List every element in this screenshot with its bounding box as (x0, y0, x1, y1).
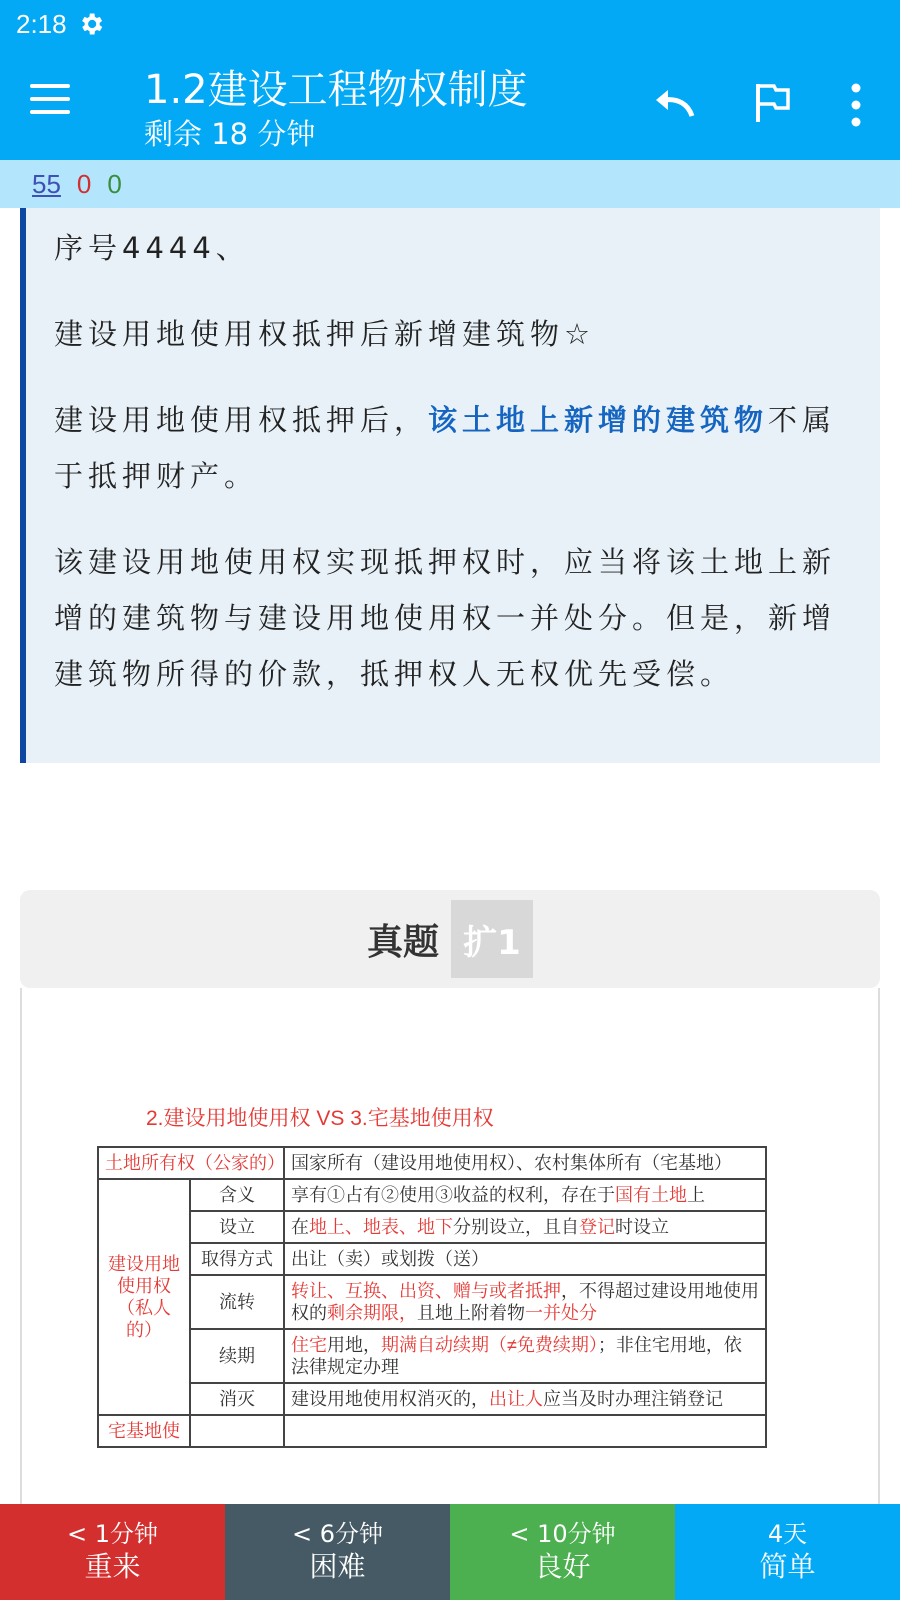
good-interval: < 10分钟 (509, 1520, 616, 1548)
table-cell: 取得方式 (190, 1243, 284, 1275)
app-bar (0, 48, 900, 160)
good-button[interactable] (450, 1504, 675, 1600)
table-cell: 宅基地使 (98, 1415, 190, 1447)
table-row (98, 1179, 766, 1211)
status-bar (0, 0, 900, 48)
table-row (98, 1329, 766, 1383)
good-label: 良好 (534, 1550, 591, 1583)
again-interval: < 1分钟 (66, 1520, 158, 1548)
table-cell: 消灭 (190, 1383, 284, 1415)
comparison-table (97, 1146, 767, 1448)
again-button[interactable] (0, 1504, 225, 1600)
table-cell: 土地所有权（公家的） (98, 1147, 284, 1179)
table-cell: 出让（卖）或划拨（送） (284, 1243, 766, 1275)
hard-label: 困难 (309, 1550, 366, 1583)
table-cell: 含义 (190, 1179, 284, 1211)
note-serial: 序号4444、 (54, 231, 250, 265)
table-cell: 转让、互换、出资、赠与或者抵押，不得超过建设用地使用权的剩余期限，且地上附着物一并处分 (284, 1275, 766, 1329)
extension-badge[interactable]: 扩1 (451, 900, 533, 978)
easy-button[interactable] (675, 1504, 900, 1600)
menu-icon[interactable] (30, 84, 80, 124)
table-cell: 在地上、地表、地下分别设立，且自登记时设立 (284, 1211, 766, 1243)
easy-label: 简单 (759, 1550, 816, 1583)
note-text: 不属于抵押财产。 (54, 403, 837, 493)
again-label: 重来 (84, 1550, 141, 1583)
reference-image (20, 988, 880, 1508)
table-cell: 住宅用地，期满自动续期（≠免费续期）；非住宅用地，依法律规定办理 (284, 1329, 766, 1383)
table-row (98, 1415, 766, 1447)
review-count: 0 (107, 168, 122, 199)
deck-title: 1.2建设工程物权制度 (144, 67, 528, 113)
table-row (98, 1147, 766, 1179)
table-cell: 设立 (190, 1211, 284, 1243)
learning-count: 0 (76, 168, 92, 199)
note-heading: 建设用地使用权抵押后新增建筑物☆ (54, 317, 595, 351)
table-title: 2.建设用地使用权 VS 3.宅基地使用权 (146, 1107, 494, 1130)
gear-icon (77, 10, 105, 38)
table-row (98, 1383, 766, 1415)
more-vert-icon[interactable] (846, 80, 866, 130)
answer-buttons (0, 1504, 900, 1600)
hard-interval: < 6分钟 (291, 1520, 383, 1548)
table-cell: 流转 (190, 1275, 284, 1329)
table-cell: 建设用地使用权消灭的，出让人应当及时办理注销登记 (284, 1383, 766, 1415)
note-highlight: 该土地上新增的建筑物 (428, 403, 769, 437)
table-cell (284, 1415, 766, 1447)
undo-icon[interactable] (652, 82, 700, 126)
table-row (98, 1243, 766, 1275)
note-text: 建设用地使用权抵押后， (54, 403, 429, 437)
table-cell: 建设用地使用权（私人的） (98, 1179, 190, 1415)
section-header (20, 890, 880, 988)
note-paragraph-2: 该建设用地使用权实现抵押权时，应当将该土地上新增的建筑物与建设用地使用权一并处分。但是，新增建筑物所得的价款，抵押权人无权优先受偿。 (54, 545, 837, 691)
new-count[interactable]: 55 (32, 168, 61, 199)
table-cell (190, 1415, 284, 1447)
status-time: 2:18 (16, 8, 67, 39)
hard-button[interactable] (225, 1504, 450, 1600)
easy-interval: 4天 (767, 1520, 808, 1548)
note-block (20, 208, 880, 763)
table-row (98, 1211, 766, 1243)
table-row (98, 1275, 766, 1329)
note-paragraph-1 (54, 392, 852, 504)
section-title: 真题 (366, 921, 439, 963)
time-remaining: 剩余 18 分钟 (144, 117, 316, 151)
card-counts (0, 160, 900, 208)
table-cell: 续期 (190, 1329, 284, 1383)
flag-icon[interactable] (752, 80, 792, 124)
table-cell: 享有①占有②使用③收益的权利，存在于国有土地上 (284, 1179, 766, 1211)
table-cell: 国家所有（建设用地使用权）、农村集体所有（宅基地） (284, 1147, 766, 1179)
